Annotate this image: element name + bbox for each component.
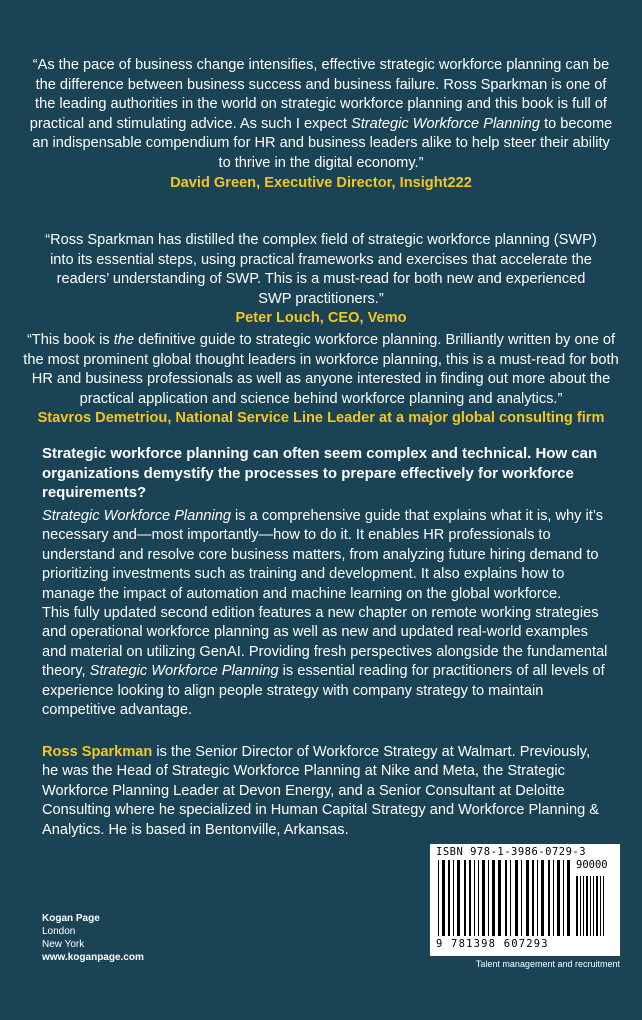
endorsement-2-attribution: Peter Louch, CEO, Vemo	[235, 310, 407, 327]
description-2-text-end: is essential reading for practitioners of all levels of experience looking to align people strategy with company strategy to maintain competitive advantage.	[42, 663, 605, 719]
barcode-addon: 90000	[576, 859, 608, 871]
publisher-city-london: London	[42, 926, 76, 937]
author-bio-text: is the Senior Director of Workforce Strategy at Walmart. Previously, he was the Head of Strategic Workforce Planning at Nike and Meta, the Strategic Workforce Planning Leader at Devon Energy, and a Senior Consultant at Deloitte Consulting where he specialized in Human Capital Strategy and Workforce Planning & Analytics. He is based in Bentonville, Arkansas.	[42, 744, 600, 838]
endorsement-3-emphasis: the	[113, 332, 135, 348]
isbn-barcode	[430, 844, 620, 956]
publisher-name: Kogan Page	[42, 913, 100, 924]
endorsement-1	[28, 56, 614, 193]
description-paragraph-1	[42, 507, 610, 604]
barcode-bars	[436, 860, 614, 938]
isbn-label: ISBN 978-1-3986-0729-3	[436, 846, 587, 858]
description-paragraph-2	[42, 604, 610, 720]
endorsement-2-text: “Ross Sparkman has distilled the complex field of strategic workforce planning (SWP) into its essential steps, using practical frameworks and exercises that accelerate the readers’ understanding of SWP. This is a must-read for both new and experienced SWP practitioners.”	[45, 232, 597, 307]
endorsement-1-text: “As the pace of business change intensifies, effective strategic workforce planning can be the difference between business success and business failure. Ross Sparkman is one of the leading authorities in the world on strategic workforce planning and this book is full of practical and stimulating advice. As such I expect	[29, 57, 610, 132]
description-1-book-title: Strategic Workforce Planning	[42, 508, 231, 524]
lead-question: Strategic workforce planning can often seem complex and technical. How can organizations demystify the processes to prepare effectively for workforce requirements?	[42, 445, 598, 501]
book-category: Talent management and recruitment	[475, 959, 620, 969]
description-2-book-title: Strategic Workforce Planning	[89, 663, 279, 680]
description-2-text: This fully updated second edition features a new chapter on remote working strategies and operational workforce planning as well as new and updated real-world examples and material on utilizing GenAI. Providing fresh perspectives alongside the fundamental theory,	[42, 605, 608, 680]
endorsement-1-attribution: David Green, Executive Director, Insight222	[170, 174, 472, 191]
description-1-text: is a comprehensive guide that explains what it is, why it’s necessary and—most importantly—how to do it. It enables HR professionals to understand and resolve core business matters, from analyzing future hiring demand to prioritizing investments such as training and development. It also explains how to manage the impact of automation and machine learning on the global workforce.	[42, 508, 604, 602]
publisher-info	[42, 912, 144, 964]
publisher-website: www.koganpage.com	[42, 952, 144, 963]
endorsement-1-book-title: Strategic Workforce Planning	[351, 115, 541, 132]
endorsement-3	[18, 331, 624, 429]
author-bio	[42, 743, 610, 840]
author-name: Ross Sparkman	[42, 744, 153, 760]
endorsement-3-attribution: Stavros Demetriou, National Service Line Leader at a major global consulting firm	[37, 410, 605, 427]
endorsement-3-text: “This book is	[26, 332, 114, 348]
endorsement-3-text-end: definitive guide to strategic workforce planning. Brilliantly written by one of the most prominent global thought leaders in workforce planning, this is a must-read for both HR and business professionals as well as anyone interested in finding out more about the practical application and science behind workforce planning and analytics.”	[23, 332, 619, 407]
publisher-city-new-york: New York	[42, 939, 85, 950]
endorsement-2	[40, 231, 602, 329]
endorsement-1-text-end: to become an indispensable compendium for HR and business leaders alike to help steer their ability to thrive in the digital economy.”	[32, 115, 613, 171]
barcode-digits: 9 781398 607293	[436, 938, 549, 950]
